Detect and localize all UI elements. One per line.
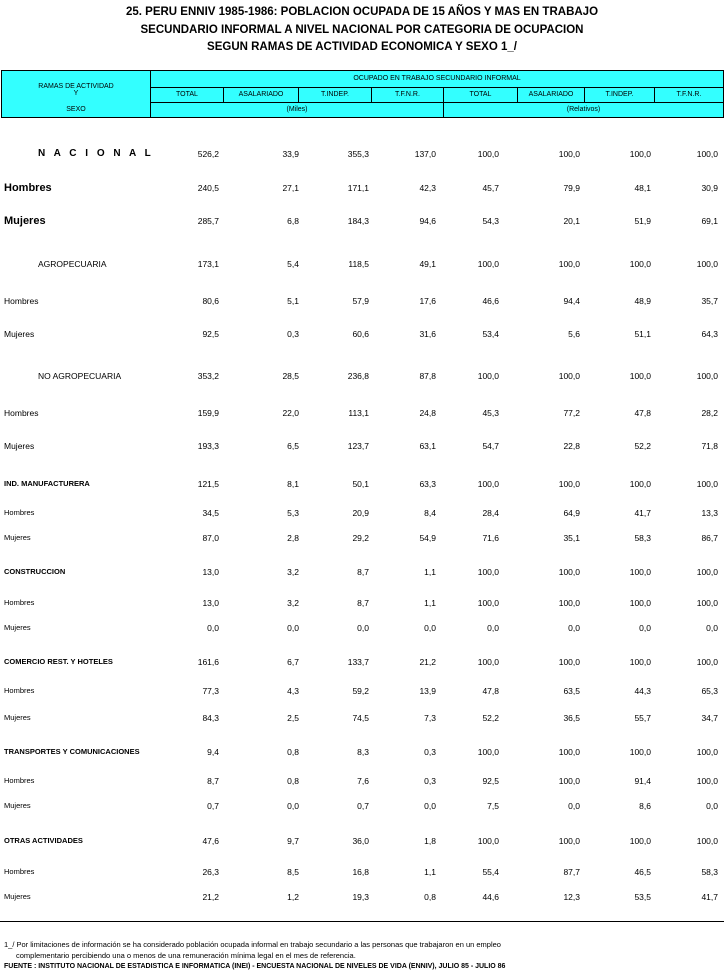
cell-value: 0,0 (424, 801, 436, 811)
row-label: IND. MANUFACTURERA (4, 479, 90, 488)
cell-value: 113,1 (348, 408, 369, 418)
cell-value: 100,0 (629, 149, 651, 159)
col-header-total: TOTAL (151, 88, 224, 102)
cell-value: 29,2 (352, 533, 369, 543)
title-line-1: 25. PERU ENNIV 1985-1986: POBLACION OCUPADA DE 15 AÑOS Y MAS EN TRABAJO (125, 6, 599, 18)
cell-value: 7,6 (357, 776, 369, 786)
cell-value: 94,4 (563, 296, 580, 306)
cell-value: 100,0 (558, 747, 580, 757)
cell-value: 21,2 (419, 657, 436, 667)
cell-value: 100,0 (477, 598, 499, 608)
cell-value: 0,0 (207, 623, 219, 633)
cell-value: 5,4 (287, 259, 299, 269)
cell-value: 8,7 (207, 776, 219, 786)
cell-value: 171,1 (347, 183, 369, 193)
cell-value: 100,0 (477, 657, 499, 667)
cell-value: 65,3 (701, 686, 718, 696)
group-header: OCUPADO EN TRABAJO SECUNDARIO INFORMAL (151, 71, 724, 88)
cell-value: 49,1 (419, 259, 436, 269)
cell-value: 353,2 (197, 371, 219, 381)
cell-value: 33,9 (282, 149, 299, 159)
row-label: CONSTRUCCION (4, 567, 66, 576)
cell-value: 1,1 (424, 598, 436, 608)
source-note: FUENTE : INSTITUTO NACIONAL DE ESTADISTICA E INFORMATICA (INEI) - ENCUESTA NACIONAL DE NIVELES DE VIDA (ENNIV), JULIO 85 - JULIO 86 (4, 963, 506, 970)
table-row (0, 328, 724, 340)
row-label-header-mid: Y (73, 90, 79, 98)
row-label: Mujeres (4, 892, 31, 901)
cell-value: 0,0 (568, 623, 580, 633)
table-row (0, 370, 724, 382)
cell-value: 1,1 (424, 867, 436, 877)
col-header-tindep-rel: T.INDEP. (585, 88, 655, 102)
cell-value: 55,4 (482, 867, 499, 877)
cell-value: 92,5 (202, 329, 219, 339)
cell-value: 24,8 (419, 408, 436, 418)
col-header-asalariado-rel: ASALARIADO (518, 88, 585, 102)
title-line-3: SEGUN RAMAS DE ACTIVIDAD ECONOMICA Y SEXO 1_/ (207, 41, 517, 53)
row-label: TRANSPORTES Y COMUNICACIONES (4, 747, 140, 756)
cell-value: 52,2 (482, 713, 499, 723)
unit-relative: (Relativos) (444, 102, 724, 117)
col-header-asalariado: ASALARIADO (224, 88, 299, 102)
cell-value: 100,0 (477, 836, 499, 846)
cell-value: 173,1 (197, 259, 219, 269)
cell-value: 0,7 (207, 801, 219, 811)
cell-value: 27,1 (282, 183, 299, 193)
cell-value: 51,9 (634, 216, 651, 226)
cell-value: 44,3 (634, 686, 651, 696)
cell-value: 8,7 (357, 567, 369, 577)
table-row (0, 656, 724, 668)
cell-value: 100,0 (696, 149, 718, 159)
cell-value: 100,0 (696, 598, 718, 608)
row-label: Hombres (4, 776, 35, 785)
table-row (0, 407, 724, 419)
cell-value: 100,0 (477, 259, 499, 269)
cell-value: 34,5 (202, 508, 219, 518)
cell-value: 17,6 (419, 296, 436, 306)
cell-value: 0,0 (639, 623, 651, 633)
cell-value: 74,5 (352, 713, 369, 723)
row-label-header-sexo: SEXO (66, 105, 86, 113)
cell-value: 100,0 (629, 657, 651, 667)
cell-value: 92,5 (482, 776, 499, 786)
cell-value: 13,0 (202, 567, 219, 577)
cell-value: 7,5 (487, 801, 499, 811)
cell-value: 0,3 (287, 329, 299, 339)
cell-value: 52,2 (634, 441, 651, 451)
cell-value: 100,0 (696, 371, 718, 381)
cell-value: 22,0 (282, 408, 299, 418)
cell-value: 53,5 (634, 892, 651, 902)
cell-value: 28,2 (701, 408, 718, 418)
cell-value: 8,5 (287, 867, 299, 877)
title-line-2: SECUNDARIO INFORMAL A NIVEL NACIONAL POR CATEGORIA DE OCUPACION (140, 24, 584, 36)
cell-value: 58,3 (701, 867, 718, 877)
col-header-tfnr: T.F.N.R. (372, 88, 444, 102)
table-row (0, 891, 724, 903)
table-row (0, 532, 724, 544)
cell-value: 0,7 (357, 801, 369, 811)
cell-value: 236,8 (347, 371, 369, 381)
row-label: Hombres (4, 686, 35, 695)
cell-value: 63,3 (419, 479, 436, 489)
row-label-header-bottom (2, 90, 151, 117)
table-row (0, 295, 724, 307)
unit-absolute: (Miles) (151, 102, 444, 117)
cell-value: 41,7 (634, 508, 651, 518)
table-row (0, 258, 724, 270)
cell-value: 59,2 (352, 686, 369, 696)
table-row (0, 866, 724, 878)
cell-value: 16,8 (352, 867, 369, 877)
cell-value: 100,0 (629, 567, 651, 577)
row-label: Mujeres (4, 801, 31, 810)
cell-value: 69,1 (701, 216, 718, 226)
cell-value: 2,8 (287, 533, 299, 543)
footnote-divider (0, 921, 724, 922)
cell-value: 6,8 (287, 216, 299, 226)
cell-value: 46,6 (482, 296, 499, 306)
cell-value: 240,5 (197, 183, 219, 193)
cell-value: 4,3 (287, 686, 299, 696)
cell-value: 8,4 (424, 508, 436, 518)
row-label: Mujeres (4, 441, 35, 451)
cell-value: 80,6 (202, 296, 219, 306)
cell-value: 123,7 (347, 441, 369, 451)
cell-value: 100,0 (629, 598, 651, 608)
cell-value: 100,0 (477, 371, 499, 381)
cell-value: 30,9 (701, 183, 718, 193)
row-label: Hombres (4, 508, 35, 517)
cell-value: 26,3 (202, 867, 219, 877)
cell-value: 100,0 (696, 747, 718, 757)
row-label: N A C I O N A L (38, 148, 154, 159)
table-header (1, 70, 724, 118)
table-row (0, 215, 724, 227)
cell-value: 54,9 (419, 533, 436, 543)
table-row (0, 440, 724, 452)
cell-value: 1,8 (424, 836, 436, 846)
cell-value: 28,5 (282, 371, 299, 381)
cell-value: 79,9 (563, 183, 580, 193)
cell-value: 41,7 (701, 892, 718, 902)
cell-value: 100,0 (477, 567, 499, 577)
cell-value: 8,3 (357, 747, 369, 757)
cell-value: 45,3 (482, 408, 499, 418)
cell-value: 12,3 (563, 892, 580, 902)
cell-value: 100,0 (558, 567, 580, 577)
table-row (0, 148, 724, 160)
cell-value: 87,7 (563, 867, 580, 877)
cell-value: 121,5 (197, 479, 219, 489)
cell-value: 13,9 (419, 686, 436, 696)
cell-value: 5,3 (287, 508, 299, 518)
cell-value: 285,7 (197, 216, 219, 226)
cell-value: 100,0 (558, 657, 580, 667)
col-header-tfnr-rel: T.F.N.R. (655, 88, 724, 102)
cell-value: 47,8 (482, 686, 499, 696)
cell-value: 100,0 (477, 479, 499, 489)
cell-value: 63,5 (563, 686, 580, 696)
cell-value: 28,4 (482, 508, 499, 518)
cell-value: 84,3 (202, 713, 219, 723)
table-row (0, 566, 724, 578)
cell-value: 100,0 (696, 776, 718, 786)
cell-value: 35,7 (701, 296, 718, 306)
cell-value: 64,9 (563, 508, 580, 518)
cell-value: 100,0 (696, 479, 718, 489)
cell-value: 20,9 (352, 508, 369, 518)
cell-value: 55,7 (634, 713, 651, 723)
cell-value: 0,0 (568, 801, 580, 811)
cell-value: 64,3 (701, 329, 718, 339)
cell-value: 0,0 (706, 801, 718, 811)
cell-value: 137,0 (414, 149, 436, 159)
cell-value: 3,2 (287, 567, 299, 577)
cell-value: 161,6 (197, 657, 219, 667)
cell-value: 8,1 (287, 479, 299, 489)
cell-value: 87,0 (202, 533, 219, 543)
cell-value: 48,9 (634, 296, 651, 306)
row-label: OTRAS ACTIVIDADES (4, 836, 83, 845)
cell-value: 159,9 (197, 408, 219, 418)
cell-value: 100,0 (477, 149, 499, 159)
cell-value: 21,2 (202, 892, 219, 902)
cell-value: 8,6 (639, 801, 651, 811)
cell-value: 0,0 (706, 623, 718, 633)
cell-value: 58,3 (634, 533, 651, 543)
cell-value: 100,0 (558, 259, 580, 269)
cell-value: 57,9 (352, 296, 369, 306)
cell-value: 0,0 (357, 623, 369, 633)
row-label: Mujeres (4, 215, 46, 227)
cell-value: 100,0 (696, 657, 718, 667)
cell-value: 0,0 (287, 801, 299, 811)
cell-value: 6,7 (287, 657, 299, 667)
cell-value: 100,0 (477, 747, 499, 757)
cell-value: 2,5 (287, 713, 299, 723)
cell-value: 0,8 (287, 776, 299, 786)
cell-value: 63,1 (419, 441, 436, 451)
cell-value: 3,2 (287, 598, 299, 608)
cell-value: 45,7 (482, 183, 499, 193)
cell-value: 355,3 (347, 149, 369, 159)
cell-value: 54,7 (482, 441, 499, 451)
cell-value: 71,8 (701, 441, 718, 451)
table-row (0, 597, 724, 609)
cell-value: 77,2 (563, 408, 580, 418)
cell-value: 54,3 (482, 216, 499, 226)
cell-value: 20,1 (563, 216, 580, 226)
cell-value: 47,8 (634, 408, 651, 418)
cell-value: 9,7 (287, 836, 299, 846)
row-label: Mujeres (4, 329, 35, 339)
row-label: Mujeres (4, 713, 31, 722)
table-row (0, 835, 724, 847)
cell-value: 53,4 (482, 329, 499, 339)
cell-value: 77,3 (202, 686, 219, 696)
footnote-line-1: 1_/ Por limitaciones de información se ha considerado población ocupada informal en trabajo secundario a las personas que trabajaron en un empleo (4, 940, 501, 949)
cell-value: 0,8 (424, 892, 436, 902)
cell-value: 46,5 (634, 867, 651, 877)
cell-value: 44,6 (482, 892, 499, 902)
table-row (0, 685, 724, 697)
table-row (0, 746, 724, 758)
cell-value: 100,0 (629, 836, 651, 846)
cell-value: 100,0 (558, 836, 580, 846)
cell-value: 100,0 (629, 479, 651, 489)
row-label: Hombres (4, 182, 52, 194)
cell-value: 35,1 (563, 533, 580, 543)
footnote-line-2: complementario percibiendo una o menos de una remuneración mínima legal en el mes de referencia. (16, 951, 356, 960)
cell-value: 100,0 (558, 149, 580, 159)
cell-value: 42,3 (419, 183, 436, 193)
cell-value: 50,1 (352, 479, 369, 489)
cell-value: 87,8 (419, 371, 436, 381)
cell-value: 1,1 (424, 567, 436, 577)
cell-value: 5,6 (568, 329, 580, 339)
cell-value: 34,7 (701, 713, 718, 723)
row-label: Mujeres (4, 623, 31, 632)
cell-value: 100,0 (629, 747, 651, 757)
cell-value: 13,3 (701, 508, 718, 518)
cell-value: 0,8 (287, 747, 299, 757)
cell-value: 100,0 (696, 836, 718, 846)
cell-value: 48,1 (634, 183, 651, 193)
cell-value: 1,2 (287, 892, 299, 902)
cell-value: 0,0 (287, 623, 299, 633)
table-row (0, 182, 724, 194)
table-row (0, 478, 724, 490)
table-row (0, 507, 724, 519)
cell-value: 100,0 (696, 567, 718, 577)
row-label-header-top: RAMAS DE ACTIVIDAD (2, 71, 151, 103)
table-row (0, 712, 724, 724)
cell-value: 100,0 (558, 479, 580, 489)
cell-value: 71,6 (482, 533, 499, 543)
cell-value: 31,6 (419, 329, 436, 339)
cell-value: 0,0 (487, 623, 499, 633)
cell-value: 100,0 (696, 259, 718, 269)
cell-value: 22,8 (563, 441, 580, 451)
cell-value: 60,6 (352, 329, 369, 339)
cell-value: 100,0 (558, 776, 580, 786)
cell-value: 94,6 (419, 216, 436, 226)
cell-value: 6,5 (287, 441, 299, 451)
cell-value: 19,3 (352, 892, 369, 902)
cell-value: 36,0 (352, 836, 369, 846)
cell-value: 91,4 (634, 776, 651, 786)
row-label: Hombres (4, 867, 35, 876)
row-label: COMERCIO REST. Y HOTELES (4, 657, 113, 666)
col-header-tindep: T.INDEP. (299, 88, 372, 102)
cell-value: 0,0 (424, 623, 436, 633)
cell-value: 100,0 (629, 371, 651, 381)
table-row (0, 800, 724, 812)
cell-value: 100,0 (558, 371, 580, 381)
cell-value: 0,3 (424, 747, 436, 757)
cell-value: 118,5 (348, 259, 369, 269)
cell-value: 9,4 (207, 747, 219, 757)
table-row (0, 622, 724, 634)
cell-value: 86,7 (701, 533, 718, 543)
row-label: Mujeres (4, 533, 31, 542)
row-label: Hombres (4, 408, 39, 418)
cell-value: 184,3 (347, 216, 369, 226)
cell-value: 133,7 (347, 657, 369, 667)
col-header-total-rel: TOTAL (444, 88, 518, 102)
cell-value: 526,2 (197, 149, 219, 159)
cell-value: 51,1 (634, 329, 651, 339)
cell-value: 193,3 (197, 441, 219, 451)
cell-value: 100,0 (629, 259, 651, 269)
cell-value: 100,0 (558, 598, 580, 608)
cell-value: 5,1 (287, 296, 299, 306)
row-label: Hombres (4, 598, 35, 607)
row-label: NO AGROPECUARIA (38, 371, 122, 381)
cell-value: 8,7 (357, 598, 369, 608)
row-label: Hombres (4, 296, 39, 306)
cell-value: 0,3 (424, 776, 436, 786)
table-row (0, 775, 724, 787)
cell-value: 7,3 (424, 713, 436, 723)
row-label: AGROPECUARIA (38, 259, 107, 269)
cell-value: 13,0 (202, 598, 219, 608)
cell-value: 36,5 (563, 713, 580, 723)
cell-value: 47,6 (202, 836, 219, 846)
